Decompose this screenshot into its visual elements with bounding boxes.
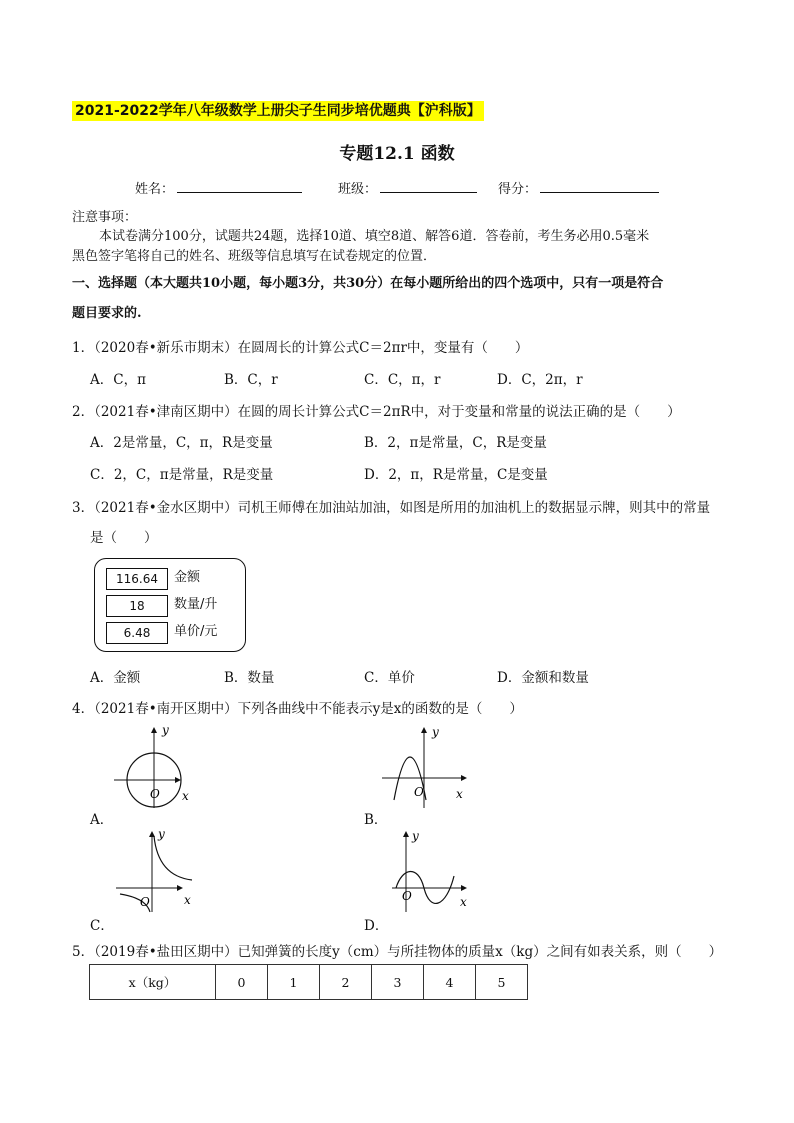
display-amount-label: 金额 <box>174 570 201 585</box>
graph-d-x-label: x <box>460 895 467 909</box>
graph-c-origin-label: O <box>140 895 150 909</box>
q1-option-d[interactable]: D．C，2π，r <box>497 372 583 388</box>
graph-b-origin-label: O <box>414 785 424 799</box>
q4-option-b[interactable]: B． <box>364 812 388 828</box>
table-header-cell: x（kg） <box>90 965 216 1000</box>
graph-b-parabola <box>380 722 476 810</box>
class-label: 班级： <box>338 182 378 197</box>
q4-option-d[interactable]: D． <box>364 918 389 934</box>
question-1-stem: 1．（2020春•新乐市期末）在圆周长的计算公式C＝2πr中，变量有（ ） <box>72 340 529 356</box>
graph-a-circle <box>110 722 200 810</box>
name-field[interactable] <box>177 178 302 193</box>
display-amount-value: 116.64 <box>106 568 168 590</box>
graph-b-y-label: y <box>432 725 439 739</box>
q3-option-d[interactable]: D．金额和数量 <box>497 670 589 686</box>
class-field[interactable] <box>380 178 477 193</box>
section-heading-line-1: 一、选择题（本大题共10小题，每小题3分，共30分）在每小题所给出的四个选项中，只有一项是符合 <box>72 276 664 291</box>
q4-option-a[interactable]: A． <box>90 812 114 828</box>
display-unitprice-label: 单价/元 <box>174 624 218 639</box>
graph-d-y-label: y <box>412 829 419 843</box>
fuel-pump-display <box>94 558 246 652</box>
q4-option-c[interactable]: C． <box>90 918 114 934</box>
display-unitprice-value: 6.48 <box>106 622 168 644</box>
score-label: 得分： <box>498 182 538 197</box>
q3-option-b[interactable]: B．数量 <box>224 670 275 686</box>
graph-d-wave <box>388 826 480 914</box>
table-row <box>90 965 528 1000</box>
question-3-stem-line-2: 是（ ） <box>90 530 158 546</box>
q1-option-a[interactable]: A．C，π <box>90 372 146 388</box>
graph-c-hyperbola <box>112 826 200 914</box>
table-cell: 3 <box>372 965 424 1000</box>
display-quantity-label: 数量/升 <box>174 597 218 612</box>
question-4-stem: 4．（2021春•南开区期中）下列各曲线中不能表示y是x的函数的是（ ） <box>72 701 523 717</box>
q2-option-a[interactable]: A．2是常量，C，π，R是变量 <box>90 435 273 451</box>
notes-line-1: 本试卷满分100分，试题共24题，选择10道、填空8道、解答6道．答卷前，考生务必用0.5毫米 <box>99 229 650 244</box>
q2-option-d[interactable]: D．2，π，R是常量，C是变量 <box>364 467 548 483</box>
graph-d-origin-label: O <box>402 889 412 903</box>
series-banner: 2021-2022学年八年级数学上册尖子生同步培优题典【沪科版】 <box>72 101 484 121</box>
section-heading-line-2: 题目要求的. <box>72 306 142 321</box>
table-cell: 4 <box>424 965 476 1000</box>
graph-c-x-label: x <box>184 893 191 907</box>
name-label: 姓名： <box>135 182 175 197</box>
q1-option-c[interactable]: C．C，π，r <box>364 372 441 388</box>
graph-c-y-label: y <box>158 827 165 841</box>
notes-heading: 注意事项： <box>72 210 138 225</box>
spring-data-table <box>89 964 528 1000</box>
q3-option-c[interactable]: C．单价 <box>364 670 415 686</box>
question-3-stem-line-1: 3．（2021春•金水区期中）司机王师傅在加油站加油，如图是所用的加油机上的数据显示牌，则其中的常量 <box>72 500 711 516</box>
q2-option-c[interactable]: C．2，C，π是常量，R是变量 <box>90 467 274 483</box>
graph-a-origin-label: O <box>150 787 160 801</box>
table-cell: 5 <box>476 965 528 1000</box>
display-quantity-value: 18 <box>106 595 168 617</box>
table-cell: 2 <box>320 965 372 1000</box>
q1-option-b[interactable]: B．C，r <box>224 372 278 388</box>
graph-a-y-label: y <box>162 723 169 737</box>
graph-b-x-label: x <box>456 787 463 801</box>
graph-a-x-label: x <box>182 789 189 803</box>
q2-option-b[interactable]: B．2，π是常量，C，R是变量 <box>364 435 547 451</box>
question-2-stem: 2．（2021春•津南区期中）在圆的周长计算公式C＝2πR中，对于变量和常量的说法正确的是（ ） <box>72 404 681 420</box>
table-cell: 0 <box>216 965 268 1000</box>
question-5-stem: 5．（2019春•盐田区期中）已知弹簧的长度y（cm）与所挂物体的质量x（kg）之间有如表关系，则（ ） <box>72 944 723 960</box>
q3-option-a[interactable]: A．金额 <box>90 670 141 686</box>
notes-line-2: 黑色签字笔将自己的姓名、班级等信息填写在试卷规定的位置． <box>72 249 437 264</box>
score-field[interactable] <box>540 178 659 193</box>
page-title: 专题12.1 函数 <box>339 144 455 164</box>
table-cell: 1 <box>268 965 320 1000</box>
